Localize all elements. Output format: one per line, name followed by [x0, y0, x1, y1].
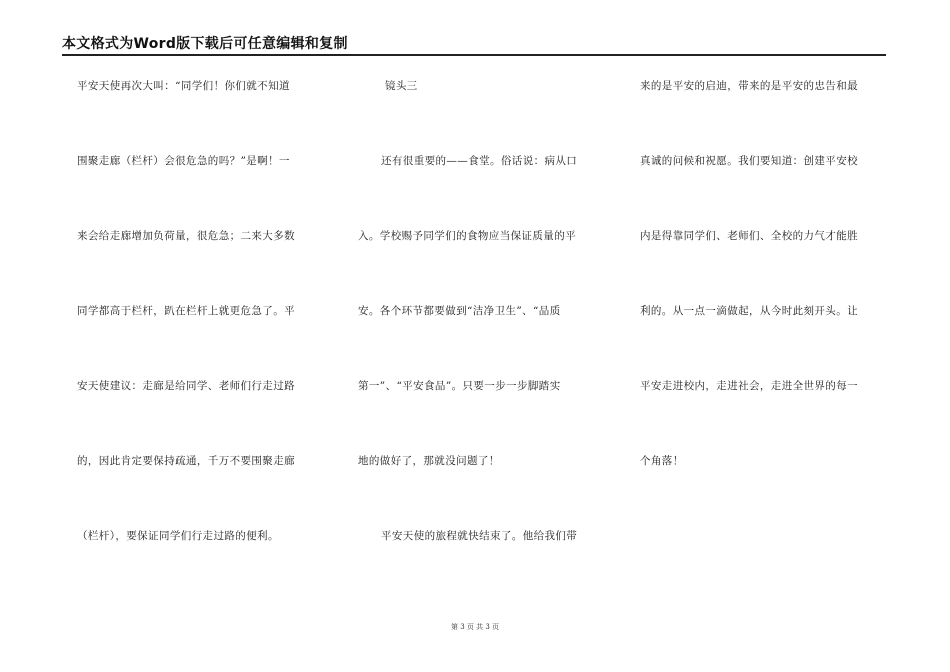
- text-line: 平安天使的旅程就快结束了。他给我们带: [381, 530, 578, 542]
- text-line: 来会给走廊增加负荷量，很危急；二来大多数: [77, 230, 295, 242]
- section-heading: 镜头三: [385, 80, 418, 92]
- text-line: 的，因此肯定要保持疏通，千万不要围聚走廊: [77, 455, 295, 467]
- text-line: 第一”、“平安食品”。只要一步一步脚踏实: [358, 380, 561, 392]
- text-line: 安。各个环节都要做到“洁净卫生”、“品质: [358, 305, 561, 317]
- text-line: 安天使建议：走廊是给同学、老师们行走过路: [77, 380, 295, 392]
- page-header: [62, 34, 886, 56]
- text-line: 内是得靠同学们、老师们、全校的力气才能胜: [640, 230, 858, 242]
- text-line: （栏杆），要保证同学们行走过路的便利。: [77, 530, 279, 542]
- text-line: 平安天使再次大叫：“同学们！你们就不知道: [77, 80, 290, 92]
- text-line: 个角落！: [640, 455, 684, 467]
- text-line: 来的是平安的启迪，带来的是平安的忠告和最: [640, 80, 858, 92]
- text-line: 利的。从一点一滴做起，从今时此刻开头。让: [640, 305, 858, 317]
- text-line: 围聚走廊（栏杆）会很危急的吗？”是啊！一: [77, 155, 290, 167]
- header-title: 本文格式为Word版下载后可任意编辑和复制: [62, 36, 348, 52]
- text-line: 入。学校赐予同学们的食物应当保证质量的平: [358, 230, 576, 242]
- text-line: 真诚的问候和祝愿。我们要知道：创建平安校: [640, 155, 858, 167]
- text-line: 地的做好了，那就没问题了！: [358, 455, 500, 467]
- text-line: 平安走进校内，走进社会，走进全世界的每一: [640, 380, 858, 392]
- text-line: 同学都高于栏杆，趴在栏杆上就更危急了。平: [77, 305, 295, 317]
- text-line: 还有很重要的——食堂。俗话说：病从口: [381, 155, 578, 167]
- page-number-footer: 第 3 页 共 3 页: [450, 623, 500, 631]
